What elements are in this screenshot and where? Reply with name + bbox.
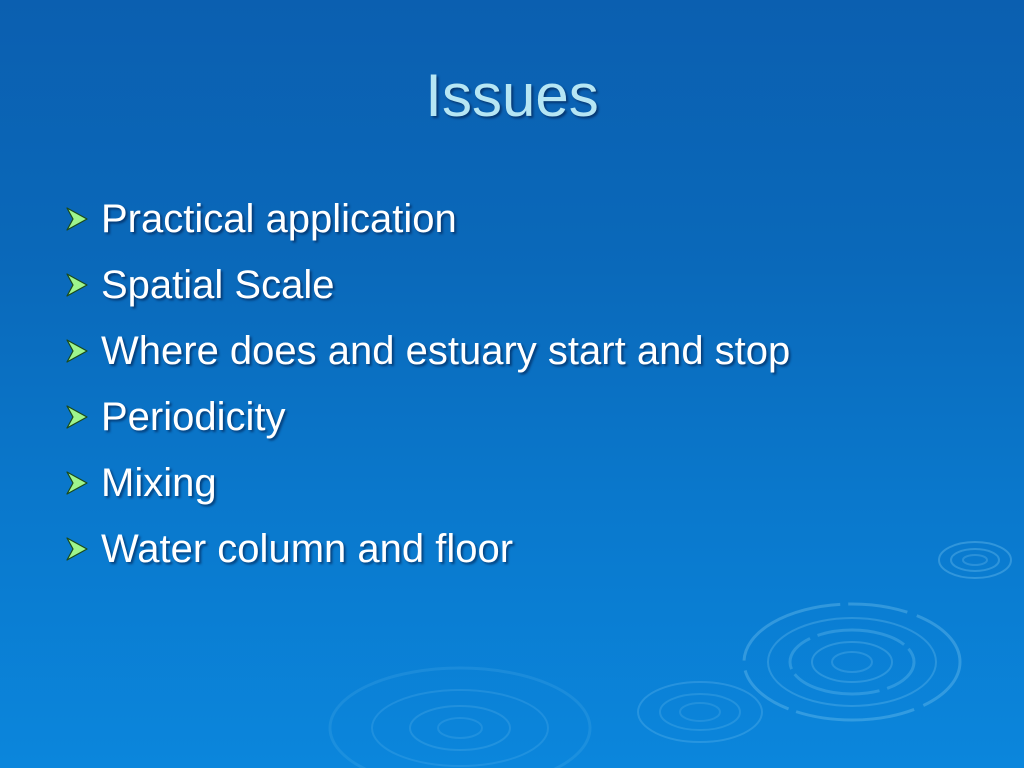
bullet-text: Where does and estuary start and stop bbox=[101, 328, 791, 373]
arrowhead-bullet-icon bbox=[62, 204, 92, 234]
bullet-item bbox=[62, 516, 790, 582]
bullet-text: Mixing bbox=[101, 460, 217, 505]
arrowhead-bullet-icon bbox=[62, 336, 92, 366]
bullet-item bbox=[62, 318, 790, 384]
bullet-text: Periodicity bbox=[101, 394, 286, 439]
bullet-item bbox=[62, 186, 790, 252]
bullet-text: Spatial Scale bbox=[101, 262, 335, 307]
bullet-item bbox=[62, 384, 790, 450]
arrowhead-bullet-icon bbox=[62, 270, 92, 300]
arrowhead-bullet-icon bbox=[62, 468, 92, 498]
bullet-item bbox=[62, 450, 790, 516]
bullet-item bbox=[62, 252, 790, 318]
bullet-list bbox=[62, 186, 790, 582]
arrowhead-bullet-icon bbox=[62, 402, 92, 432]
bullet-text: Practical application bbox=[101, 196, 457, 241]
arrowhead-bullet-icon bbox=[62, 534, 92, 564]
bullet-text: Water column and floor bbox=[101, 526, 514, 571]
slide-title: Issues bbox=[425, 62, 599, 129]
